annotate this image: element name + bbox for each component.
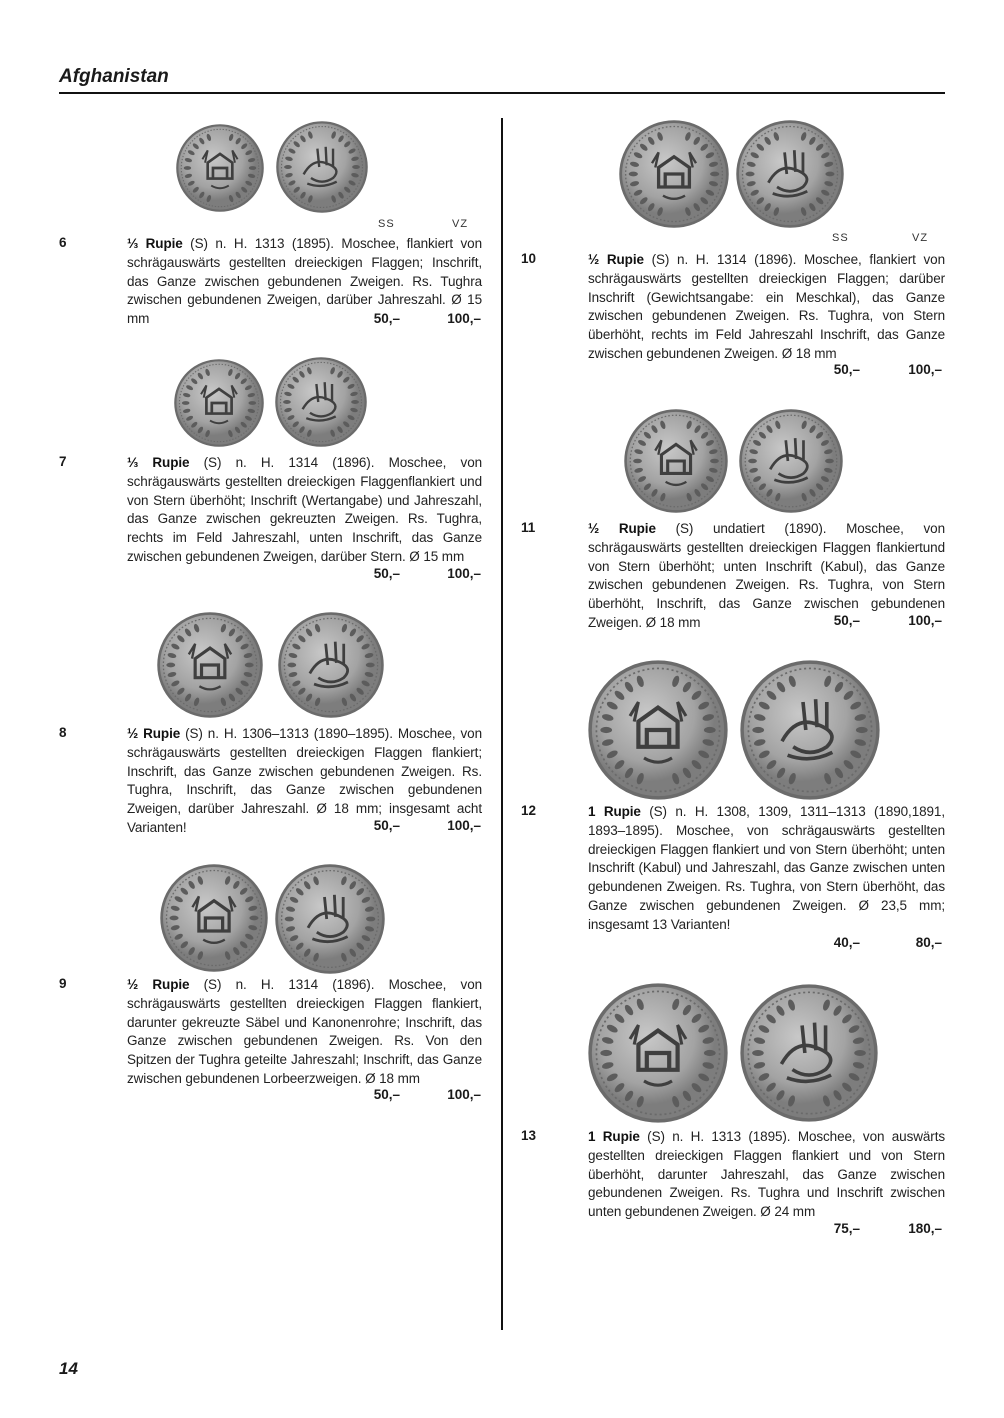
coin-reverse-image <box>278 612 384 718</box>
coin-reverse-image <box>276 121 368 213</box>
entry-number: 12 <box>521 803 537 818</box>
entry-description: (S) n. H. 1313 (1895). Moschee, von auswärts gestellten dreieckigen Flaggen flankiert und von Stern überhöht, darunter Jahreszahl, das Ganze zwischen gebundenen Zweigen. Rs. Tughra und Inschrift zwischen unten gebundenen Zweigen. Ø 24 mm <box>588 1129 945 1220</box>
entry-denomination: ½ Rupie <box>127 726 181 741</box>
price-vz: 100,– <box>908 613 942 628</box>
entry-denomination: ½ Rupie <box>588 252 644 267</box>
entry-number: 6 <box>59 235 67 250</box>
entry-description: (S) n. H. 1314 (1896). Moschee, von schrägauswärts gestellten dreieckigen Flaggen flankiert, darunter gekreuzte Säbel und Kanonenrohre; Inschrift, das Ganze zwischen gebundenen Zweigen. Rs. Von den Spitzen der Tughra geteilte Jahreszahl; Inschrift, das Ganze zwischen gebundenen Lorbeerzweigen. Ø 18 mm <box>127 977 483 1086</box>
grade-label-ss: SS <box>832 232 849 244</box>
price-vz: 80,– <box>915 935 942 950</box>
entry-denomination: ½ Rupie <box>127 977 190 992</box>
entry-description-block <box>588 1128 945 1222</box>
coin-obverse-image <box>619 120 729 228</box>
coin-obverse-image <box>624 409 728 513</box>
coin-reverse-image <box>275 357 367 447</box>
price-ss: 50,– <box>833 613 860 628</box>
grade-label-ss: SS <box>378 218 395 230</box>
entry-number: 8 <box>59 725 67 740</box>
price-ss: 50,– <box>373 1087 400 1102</box>
entry-denomination: ½ Rupie <box>588 521 656 536</box>
price-ss: 50,– <box>833 362 860 377</box>
entry-description: (S) n. H. 1313 (1895). Moschee, flankiert von schrägauswärts gestellten dreieckigen Flaggen; Inschrift, das Ganze zwischen gebundenen Zweigen. Rs. Tughra zwischen gebundenen Zweigen, darüber Jahreszahl. Ø 15 mm <box>127 236 482 327</box>
entry-description-block <box>588 251 945 364</box>
coin-obverse-image <box>157 612 263 718</box>
price-vz: 100,– <box>447 311 481 326</box>
entry-number: 13 <box>521 1128 537 1143</box>
price-ss: 50,– <box>373 311 400 326</box>
price-vz: 100,– <box>447 566 481 581</box>
entry-description: (S) n. H. 1314 (1896). Moschee, flankiert von schrägauswärts gestellten dreieckigen Flaggen; darüber Inschrift (Gewichtsangabe: ein Meschkal), das Ganze zwischen gebundenen Zweigen. Rs. Tughra, von Stern überhöht, rechts im Feld Jahreszahl Inschrift, das Ganze zwischen gebundenen Zweigen. Ø 18 mm <box>588 252 945 361</box>
entry-description: (S) n. H. 1314 (1896). Moschee, von schrägauswärts gestellten dreieckigen Flaggenflankiert und von Stern überhöht; Inschrift (Wertangabe) und Jahreszahl, das Ganze zwischen gekreuzten Zweigen. Rs. Tughra, rechts im Feld Jahreszahl, unten Inschrift, das Ganze zwischen gebundenen Zweigen, darüber Stern. Ø 15 mm <box>127 455 483 564</box>
page-header-title: Afghanistan <box>59 66 169 87</box>
entry-description-block <box>127 976 482 1089</box>
price-ss: 75,– <box>833 1221 860 1236</box>
entry-denomination: 1 Rupie <box>588 1129 640 1144</box>
entry-description-block <box>588 803 945 935</box>
entry-number: 10 <box>521 251 537 266</box>
coin-reverse-image <box>740 984 878 1122</box>
grade-label-vz: VZ <box>912 232 929 244</box>
entry-description: (S) n. H. 1306–1313 (1890–1895). Moschee, von schrägauswärts gestellten dreieckigen Flaggen flankiert; Inschrift, das Ganze zwischen gebundenen Zweigen. Rs. Tughra, Inschrift, das Ganze zwischen gebundenen Zweigen, darüber Jahreszahl. Ø 18 mm; insgesamt acht Varianten! <box>127 726 483 835</box>
price-ss: 40,– <box>833 935 860 950</box>
coin-obverse-image <box>160 864 268 972</box>
entry-description: (S) undatiert (1890). Moschee, von schrägauswärts gestellten dreieckigen Flaggen flankiertund von Stern überhöht; unten Inschrift (Kabul), das Ganze zwischen gebundenen Zweigen. Rs. Tughra, von Stern überhöht, Inschrift, das Ganze zwischen gebundenen Zweigen. Ø 18 mm <box>588 521 946 630</box>
entry-number: 7 <box>59 454 67 469</box>
price-ss: 50,– <box>373 818 400 833</box>
entry-description-block <box>127 454 482 567</box>
coin-obverse-image <box>174 359 264 447</box>
entry-description: (S) n. H. 1308, 1309, 1311–1313 (1890,1891, 1893–1895). Moschee, von schrägauswärts gestellten dreieckigen Flaggen flankiert und von Stern überhöht; unten Inschrift (Kabul) und Jahreszahl, das Ganze zwischen unten gebundenen Zweigen. Rs. Tughra, von Stern überhöht, das Ganze zwischen gebundenen Zweigen. Ø 23,5 mm; insgesamt 13 Varianten! <box>588 804 945 932</box>
grade-label-vz: VZ <box>452 218 469 230</box>
price-ss: 50,– <box>373 566 400 581</box>
entry-denomination: ⅓ Rupie <box>127 455 190 470</box>
coin-reverse-image <box>736 120 844 228</box>
entry-number: 9 <box>59 976 67 991</box>
price-vz: 100,– <box>908 362 942 377</box>
coin-obverse-image <box>588 983 728 1123</box>
column-divider <box>501 118 503 1330</box>
coin-reverse-image <box>739 409 843 513</box>
coin-reverse-image <box>275 864 385 974</box>
header-rule <box>59 92 945 94</box>
price-vz: 180,– <box>908 1221 942 1236</box>
entry-number: 11 <box>521 520 536 535</box>
coin-obverse-image <box>176 124 264 212</box>
coin-reverse-image <box>740 660 880 800</box>
entry-denomination: 1 Rupie <box>588 804 641 819</box>
coin-obverse-image <box>588 660 728 800</box>
price-vz: 100,– <box>447 1087 481 1102</box>
entry-denomination: ⅓ Rupie <box>127 236 183 251</box>
price-vz: 100,– <box>447 818 481 833</box>
page-number: 14 <box>59 1359 78 1378</box>
